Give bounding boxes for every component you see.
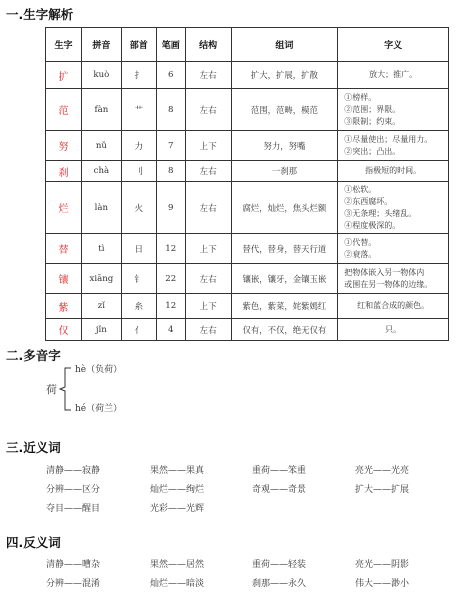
cell-char: 烂	[46, 182, 82, 234]
cell-radical: 艹	[121, 89, 156, 131]
synonym-pair: 光彩——光辉	[150, 504, 205, 514]
cell-char: 紫	[46, 294, 82, 319]
table-row	[46, 161, 449, 182]
cell-words: 替代，替身，替天行道	[231, 234, 338, 264]
table-header-row	[46, 28, 449, 62]
cell-pinyin: fàn	[81, 89, 121, 131]
cell-words: 镶嵌，镶牙，金镶玉嵌	[231, 264, 338, 294]
cell-meaning	[338, 264, 449, 294]
table-row	[46, 131, 449, 161]
synonym-pair: 亮光——光亮	[355, 466, 410, 476]
cell-strokes: 8	[156, 161, 185, 182]
header-strokes: 笔画	[156, 28, 185, 62]
header-char: 生字	[46, 28, 82, 62]
cell-meaning	[338, 131, 449, 161]
table-row	[46, 62, 449, 89]
table-row	[46, 319, 449, 341]
cell-char: 努	[46, 131, 82, 161]
table-row	[46, 294, 449, 319]
header-meaning: 字义	[338, 28, 449, 62]
polyphone-brace	[59, 367, 73, 411]
cell-char: 仅	[46, 319, 82, 341]
cell-meaning	[338, 234, 449, 264]
antonym-pair: 果然——居然	[150, 560, 205, 570]
meaning-line: ①榜样。	[344, 92, 377, 102]
antonym-pair: 刹那——永久	[252, 579, 307, 589]
section-title-synonyms: 三.近义词	[6, 440, 61, 455]
cell-radical: 刂	[121, 161, 156, 182]
cell-words: 腐烂，灿烂，焦头烂额	[231, 182, 338, 234]
meaning-line: ③限制；约束。	[344, 116, 401, 126]
antonym-pair: 重荷——轻装	[252, 560, 307, 570]
synonym-pair: 清静——寂静	[46, 466, 101, 476]
meaning-line: ①尽量使出；尽量用力。	[344, 134, 433, 144]
cell-meaning	[338, 161, 449, 182]
cell-meaning	[338, 89, 449, 131]
meaning-line: ④程度极深的。	[344, 220, 401, 230]
synonym-pair: 扩大——扩展	[355, 485, 410, 495]
header-pinyin: 拼音	[81, 28, 121, 62]
cell-radical: 日	[121, 234, 156, 264]
cell-char: 刹	[46, 161, 82, 182]
table-row	[46, 182, 449, 234]
cell-strokes: 12	[156, 294, 185, 319]
cell-char: 范	[46, 89, 82, 131]
polyphone-reading-1: hè（负荷）	[75, 365, 123, 375]
cell-pinyin: làn	[81, 182, 121, 234]
cell-meaning	[338, 182, 449, 234]
cell-pinyin: kuò	[81, 62, 121, 89]
polyphone-char: 荷	[46, 383, 57, 396]
cell-strokes: 6	[156, 62, 185, 89]
polyphone-reading-2: hé（荷兰）	[75, 404, 123, 414]
synonym-pair: 奇观——奇景	[252, 485, 307, 495]
synonym-pair: 果然——果真	[150, 466, 205, 476]
cell-char: 镶	[46, 264, 82, 294]
meaning-line: ③无条理；头绪乱。	[344, 208, 417, 218]
cell-radical: 钅	[121, 264, 156, 294]
cell-structure: 上下	[185, 131, 231, 161]
header-words: 组词	[231, 28, 338, 62]
meaning-line: ②衰落。	[344, 249, 377, 259]
meaning-line: ①松软。	[344, 184, 377, 194]
table-row	[46, 89, 449, 131]
cell-structure: 左右	[185, 161, 231, 182]
cell-words: 一刹那	[231, 161, 338, 182]
section-title-polyphone: 二.多音字	[6, 348, 61, 363]
antonym-pair: 灿烂——暗淡	[150, 579, 205, 589]
cell-structure: 上下	[185, 294, 231, 319]
cell-pinyin: tì	[81, 234, 121, 264]
cell-pinyin: zǐ	[81, 294, 121, 319]
cell-words: 努力，努嘴	[231, 131, 338, 161]
cell-radical: 火	[121, 182, 156, 234]
cell-char: 替	[46, 234, 82, 264]
cell-structure: 左右	[185, 319, 231, 341]
cell-radical: 力	[121, 131, 156, 161]
header-radical: 部首	[121, 28, 156, 62]
cell-meaning	[338, 62, 449, 89]
header-structure: 结构	[185, 28, 231, 62]
synonym-pair: 分辨——区分	[46, 485, 101, 495]
cell-radical: 扌	[121, 62, 156, 89]
section-title-antonyms: 四.反义词	[6, 535, 61, 550]
meaning-line: 或围在另一物体的边缘。	[344, 279, 433, 289]
antonym-pair: 分辨——混淆	[46, 579, 101, 589]
cell-strokes: 8	[156, 89, 185, 131]
cell-meaning	[338, 319, 449, 341]
cell-words: 紫色，紫菜，姹紫嫣红	[231, 294, 338, 319]
synonym-pair: 灿烂——绚烂	[150, 485, 205, 495]
meaning-line: ①代替。	[344, 237, 377, 247]
cell-structure: 左右	[185, 62, 231, 89]
cell-strokes: 9	[156, 182, 185, 234]
cell-structure: 左右	[185, 182, 231, 234]
cell-radical: 糸	[121, 294, 156, 319]
cell-structure: 上下	[185, 234, 231, 264]
cell-words: 范围，范畴，模范	[231, 89, 338, 131]
cell-strokes: 12	[156, 234, 185, 264]
antonym-pair: 伟大——渺小	[355, 579, 410, 589]
vocab-table	[45, 27, 449, 341]
meaning-line: 放大；推广。	[369, 70, 418, 79]
meaning-line: ②东西腐坏。	[344, 196, 393, 206]
meaning-line: 只。	[385, 324, 402, 334]
meaning-line: 指极短的时间。	[365, 166, 422, 175]
antonym-pair: 清静——嘈杂	[46, 560, 101, 570]
cell-strokes: 4	[156, 319, 185, 341]
cell-structure: 左右	[185, 264, 231, 294]
cell-strokes: 22	[156, 264, 185, 294]
cell-pinyin: chà	[81, 161, 121, 182]
cell-char: 扩	[46, 62, 82, 89]
cell-meaning	[338, 294, 449, 319]
cell-structure: 左右	[185, 89, 231, 131]
cell-words: 仅有，不仅，绝无仅有	[231, 319, 338, 341]
cell-strokes: 7	[156, 131, 185, 161]
synonym-pair: 重荷——笨重	[252, 466, 307, 476]
antonym-pair: 亮光——阴影	[355, 560, 410, 570]
table-row	[46, 234, 449, 264]
cell-pinyin: nǔ	[81, 131, 121, 161]
table-row	[46, 264, 449, 294]
meaning-line: 把物体嵌入另一物体内	[344, 267, 425, 277]
cell-radical: 亻	[121, 319, 156, 341]
cell-pinyin: xiāng	[81, 264, 121, 294]
section-title-vocab-analysis: 一.生字解析	[6, 7, 74, 22]
synonym-pair: 夺目——醒目	[46, 504, 101, 514]
meaning-line: 红和蓝合成的颜色。	[357, 301, 430, 310]
cell-pinyin: jǐn	[81, 319, 121, 341]
meaning-line: ②范围；界限。	[344, 104, 401, 114]
meaning-line: ②突出；凸出。	[344, 146, 401, 156]
cell-words: 扩大，扩展，扩散	[231, 62, 338, 89]
